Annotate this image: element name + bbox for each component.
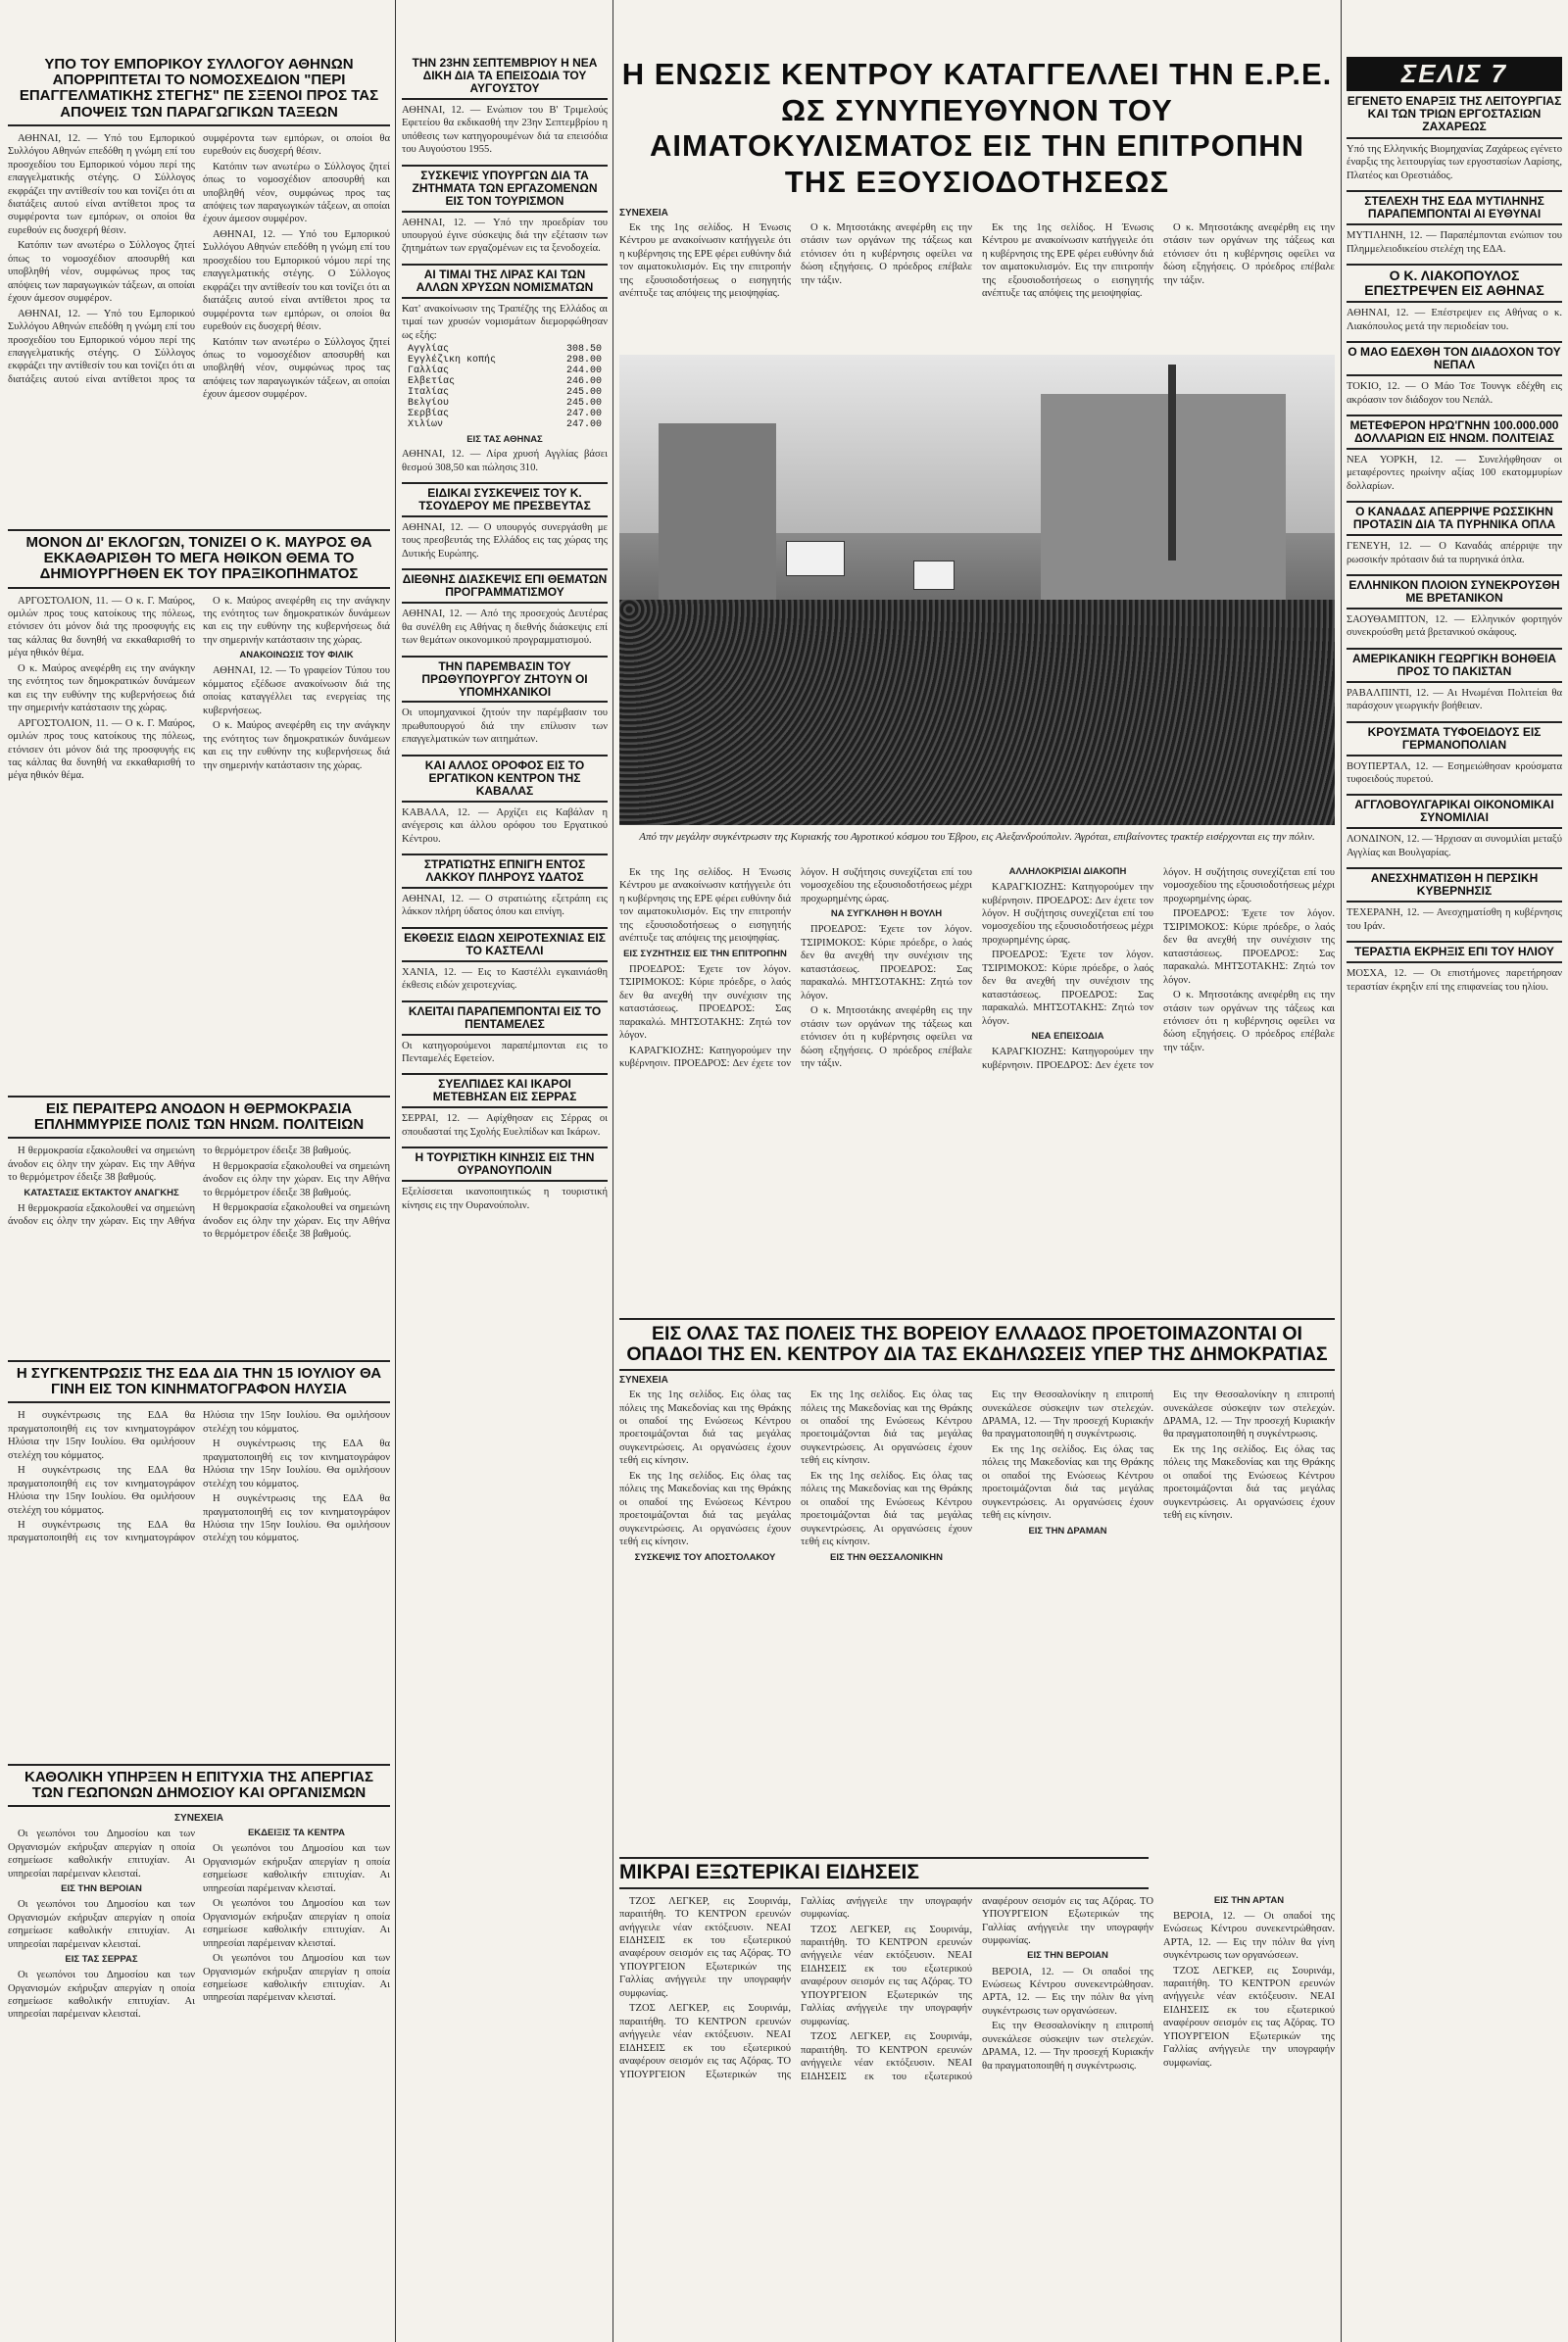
paragraph: ΤΟΚΙΟ, 12. — Ο Μάο Τσε Τουνγκ εδέχθη εις ακρόασιν τον διάδοχον του Νεπάλ. [1347,381,1562,406]
paragraph: ΑΡΓΟΣΤΟΛΙΟΝ, 11. — Ο κ. Γ. Μαύρος, ομιλών προς τους κατοίκους της πόλεως, ετόνισεν ότι μόνον διά της προσφυγής εις τας κάλπας θα δυνηθή να εκκαθαρισθή το μέγα ηθικόν θέμα. [8,595,195,659]
col2-headline-12: Η ΤΟΥΡΙΣΤΙΚΗ ΚΙΝΗΣΙΣ ΕΙΣ ΤΗΝ ΟΥΡΑΝΟΥΠΟΛΙΝ [402,1147,608,1182]
column-rule [612,0,613,2342]
main-story-2-columns [619,1389,1335,1810]
paragraph: Ο κ. Μαύρος ανεφέρθη εις την ανάγκην της ενότητος των δημοκρατικών δυνάμεων και εις την ευθύνην της κυβερνήσεως διά την σημερινήν κατάστασιν της χώρας. [203,720,390,771]
paragraph: Οι γεωπόνοι του Δημοσίου και των Οργανισμών εκήρυξαν απεργίαν η οποία εσημείωσε καθολικήν επιτυχίαν. Αι υπηρεσίαι παρέμειναν κλεισταί. [8,1899,195,1950]
photo-building [1041,394,1286,619]
col5-stack [1347,57,1562,2335]
paragraph: Κατόπιν των ανωτέρω ο Σύλλογος ζητεί όπως το νομοσχέδιον αποσυρθή και υποβληθή νέον, συμφώνως προς τας απόψεις των παραγωγικών τάξεων, αι οποίαι έχουν άμεσον συμφέρον. [203,161,390,225]
rate-row [408,376,602,387]
col2-headline-3: ΑΙ ΤΙΜΑΙ ΤΗΣ ΛΙΡΑΣ ΚΑΙ ΤΩΝ ΑΛΛΩΝ ΧΡΥΣΩΝ ΝΟΜΙΣΜΑΤΩΝ [402,264,608,299]
paragraph: Εκ της 1ης σελίδος. Εις όλας τας πόλεις της Μακεδονίας και της Θράκης οι οπαδοί της Ενώσεως Κέντρου προετοιμάζονται διά τας μεγάλας συγκεντρώσεις. Αι οργανώσεις έχουν τεθή εις κίνησιν. [801,1470,972,1548]
col5-headline-5: ΜΕΤΕΦΕΡΟΝ ΗΡΩ'ΓΝΗΝ 100.000.000 ΔΟΛΛΑΡΙΩΝ ΕΙΣ ΗΝΩΜ. ΠΟΛΙΤΕΙΑΣ [1347,415,1562,450]
paragraph: Εκ της 1ης σελίδος. Η Ένωσις Κέντρου με ανακοίνωσιν κατήγγειλε ότι η κυβέρνησις της ΕΡΕ φέρει ευθύνην διά τον αιματοκυλισμόν. Εις την επιτροπήν της εξουσιοδοτήσεως ο εισηγητής ανέπτυξε τας απόψεις της μειοψηφίας. [982,222,1153,300]
col2-headline-10: ΚΛΕΙΤΑΙ ΠΑΡΑΠΕΜΠΟΝΤΑΙ ΕΙΣ ΤΟ ΠΕΝΤΑΜΕΛΕΣ [402,1000,608,1036]
subheading: ΣΥΣΚΕΨΙΣ ΤΟΥ ΑΠΟΣΤΟΛΑΚΟΥ [634,1551,776,1563]
paragraph: Η θερμοκρασία εξακολουθεί να σημειώνη άνοδον εις όλην την χώραν. Εις την Αθήνα το θερμόμετρον έδειξε 38 βαθμούς. [8,1146,352,1228]
main-kicker: ΣΥΝΕΧΕΙΑ [619,208,668,219]
col1-article-2 [8,529,390,882]
col1-kicker: ΣΥΝΕΧΕΙΑ [174,1813,223,1825]
rate-row [408,387,602,398]
col1-article-3 [8,1096,390,1350]
paragraph: ΠΡΟΕΔΡΟΣ: Έχετε τον λόγον. ΤΣΙΡΙΜΟΚΟΣ: Κύριε πρόεδρε, ο λαός δεν θα ανεχθή την συνέχισιν της καταστάσεως. ΠΡΟΕΔΡΟΣ: Σας παρακαλώ. ΜΗΤΣΟΤΑΚΗΣ: Ζητώ τον λόγον. [619,963,791,1042]
col1-headline-1: ΥΠΟ ΤΟΥ ΕΜΠΟΡΙΚΟΥ ΣΥΛΛΟΓΟΥ ΑΘΗΝΩΝ ΑΠΟΡΡΙΠΤΕΤΑΙ ΤΟ ΝΟΜΟΣΧΕΔΙΟΝ "ΠΕΡΙ ΕΠΑΓΓΕΛΜΑΤΙΚΗΣ ΣΤΕΓΗΣ" ΠΕ ΣΞΕΝΟΙ ΠΡΟΣ ΤΑΣ ΑΠΟΨΕΙΣ ΤΩΝ ΠΑΡΑΓΩΓΙΚΩΝ ΤΑΞΕΩΝ [8,57,390,126]
rate-value: 298.00 [565,355,602,366]
main-kicker-2: ΣΥΝΕΧΕΙΑ [619,1375,668,1387]
paragraph: ΣΑΟΥΘΑΜΠΤΟΝ, 12. — Ελληνικόν φορτηγόν συνεκρούσθη μετά βρετανικού σκάφους. [1347,613,1562,639]
subheading: ΑΛΛΗΛΟΚΡΙΣΙΑΙ ΔΙΑΚΟΠΗ [1008,866,1127,877]
col1-headline-3: ΕΙΣ ΠΕΡΑΙΤΕΡΩ ΑΝΟΔΟΝ Η ΘΕΡΜΟΚΡΑΣΙΑ ΕΠΛΗΜΜΥΡΙΣΕ ΠΟΛΙΣ ΤΩΝ ΗΝΩΜ. ΠΟΛΙΤΕΙΩΝ [8,1096,390,1139]
subheading: ΕΙΣ ΤΑΣ ΣΕΡΡΑΣ [65,1954,138,1966]
paragraph: ΚΑΒΑΛΑ, 12. — Αρχίζει εις Καβάλαν η ανέγερσις και άλλου ορόφου του Εργατικού Κέντρου. [402,806,608,845]
paragraph: Η θερμοκρασία εξακολουθεί να σημειώνη άνοδον εις όλην την χώραν. Εις την Αθήνα το θερμόμετρον έδειξε 38 βαθμούς. [203,1202,390,1241]
col2-headline-9: ΕΚΘΕΣΙΣ ΕΙΔΩΝ ΧΕΙΡΟΤΕΧΝΙΑΣ ΕΙΣ ΤΟ ΚΑΣΤΕΛΛΙ [402,927,608,962]
photo-placard [913,561,955,590]
photo-crane [1168,365,1176,561]
paragraph: Ο κ. Μητσοτάκης ανεφέρθη εις την στάσιν των οργάνων της τάξεως και ετόνισεν ότι η κυβέρνησις οφείλει να δώση εξηγήσεις. Ο πρόεδρος επέβαλε την τάξιν. [1163,222,1335,286]
paragraph: Η θερμοκρασία εξακολουθεί να σημειώνη άνοδον εις όλην την χώραν. Εις την Αθήνα το θερμόμετρον έδειξε 38 βαθμούς. [8,1146,195,1184]
col1-headline-5: ΚΑΘΟΛΙΚΗ ΥΠΗΡΞΕΝ Η ΕΠΙΤΥΧΙΑ ΤΗΣ ΑΠΕΡΓΙΑΣ ΤΩΝ ΓΕΩΠΟΝΩΝ ΔΗΜΟΣΙΟΥ ΚΑΙ ΟΡΓΑΝΙΣΜΩΝ [8,1764,390,1807]
paragraph: ΑΘΗΝΑΙ, 12. — Ενώπιον του Β' Τριμελούς Εφετείου θα εκδικασθή την 23ην Σεπτεμβρίου η υπόθεσις των κατηγορουμένων διά τα επεισόδια του Αυγούστου 1955. [402,104,608,156]
paragraph: ΑΡΓΟΣΤΟΛΙΟΝ, 11. — Ο κ. Γ. Μαύρος, ομιλών προς τους κατοίκους της πόλεως, ετόνισεν ότι μόνον διά της προσφυγής εις τας κάλπας θα δυνηθή να εκκαθαρισθή το μέγα ηθικόν θέμα. [8,717,195,782]
paragraph: Κατόπιν των ανωτέρω ο Σύλλογος ζητεί όπως το νομοσχέδιον αποσυρθή και υποβληθή νέον, συμφώνως προς τας απόψεις των παραγωγικών τάξεων, αι οποίαι έχουν άμεσον συμφέρον. [8,240,195,305]
rate-name: Ελβετίας [408,376,456,388]
paragraph: Εις την Θεσσαλονίκην η επιτροπή συνεκάλεσε σύσκεψιν των στελεχών. ΔΡΑΜΑ, 12. — Την προσεχή Κυριακήν θα πραγματοποιηθή η συγκέντρωσις. [982,1390,1153,1440]
col2-stack [402,57,608,2335]
subheading: ΕΚΔΕΙΞΙΣ ΤΑ ΚΕΝΤΡΑ [247,1828,346,1839]
subheading: ΕΙΣ ΤΗΝ ΒΕΡΟΙΑΝ [1027,1950,1108,1962]
col1-body-3 [8,1145,390,1331]
col1-body-1 [8,132,390,517]
paragraph: Οι γεωπόνοι του Δημοσίου και των Οργανισμών εκήρυξαν απεργίαν η οποία εσημείωσε καθολικήν επιτυχίαν. Αι υπηρεσίαι παρέμειναν κλεισταί. [203,1953,390,2004]
paragraph: Εις την Θεσσαλονίκην η επιτροπή συνεκάλεσε σύσκεψιν των στελεχών. ΔΡΑΜΑ, 12. — Την προσεχή Κυριακήν θα πραγματοποιηθή η συγκέντρωσις. [982,2021,1153,2072]
col5-headline-9: ΚΡΟΥΣΜΑΤΑ ΤΥΦΟΕΙΔΟΥΣ ΕΙΣ ΓΕΡΜΑΝΟΠΟΛΙΑΝ [1347,721,1562,756]
paragraph: ΝΕΑ ΥΟΡΚΗ, 12. — Συνελήφθησαν οι μεταφέροντες ηρωίνην αξίας 100 εκατομμυρίων δολλαρίων. [1347,454,1562,492]
col5-headline-8: ΑΜΕΡΙΚΑΝΙΚΗ ΓΕΩΡΓΙΚΗ ΒΟΗΘΕΙΑ ΠΡΟΣ ΤΟ ΠΑΚΙΣΤΑΝ [1347,648,1562,683]
paragraph: ΠΡΟΕΔΡΟΣ: Έχετε τον λόγον. ΤΣΙΡΙΜΟΚΟΣ: Κύριε πρόεδρε, ο λαός δεν θα ανεχθή την συνέχισιν της καταστάσεως. ΠΡΟΕΔΡΟΣ: Σας παρακαλώ. ΜΗΤΣΟΤΑΚΗΣ: Ζητώ τον λόγον. [1163,908,1335,986]
col1-headline-4: Η ΣΥΓΚΕΝΤΡΩΣΙΣ ΤΗΣ ΕΔΑ ΔΙΑ ΤΗΝ 15 ΙΟΥΛΙΟΥ ΘΑ ΓΙΝΗ ΕΙΣ ΤΟΝ ΚΙΝΗΜΑΤΟΓΡΑΦΟΝ ΗΛΥΣΙΑ [8,1360,390,1403]
col1-article-5 [8,1764,390,2332]
paragraph: ΤΖΟΣ ΛΕΓΚΕΡ, εις Σουρινάμ, παραιτήθη. ΤΟ ΚΕΝΤΡΟΝ ερευνών ανήγγειλε νέαν εκτόξευσιν. ΝΕΑΙ ΕΙΔΗΣΕΙΣ εκ του εξωτερικού αναφέρουν σεισμόν εις τας Αζόρας. ΤΟ ΥΠΟΥΡΓΕΙΟΝ Εξωτερικών της Γαλλίας ανήγγειλε την υπογραφήν συμφωνίας. [619,1895,972,2080]
main-story-upper [619,208,1335,1315]
paragraph: Εκ της 1ης σελίδος. Εις όλας τας πόλεις της Μακεδονίας και της Θράκης οι οπαδοί της Ενώσεως Κέντρου προετοιμάζονται διά τας μεγάλας συγκεντρώσεις. Αι οργανώσεις έχουν τεθή εις κίνησιν. [619,1390,791,1467]
paragraph: Ο κ. Μητσοτάκης ανεφέρθη εις την στάσιν των οργάνων της τάξεως και ετόνισεν ότι η κυβέρνησις οφείλει να δώση εξηγήσεις. Ο πρόεδρος επέβαλε την τάξιν. [801,1005,972,1069]
col2-headline-7: ΚΑΙ ΑΛΛΟΣ ΟΡΟΦΟΣ ΕΙΣ ΤΟ ΕΡΓΑΤΙΚΟΝ ΚΕΝΤΡΟΝ ΤΗΣ ΚΑΒΑΛΑΣ [402,755,608,803]
gold-rates-table [408,344,602,430]
rate-row [408,366,602,376]
main-headline: Η ΕΝΩΣΙΣ ΚΕΝΤΡΟΥ ΚΑΤΑΓΓΕΛΛΕΙ ΤΗΝ Ε.Ρ.Ε. ΩΣ ΣΥΝΥΠΕΥΘΥΝΟΝ ΤΟΥ ΑΙΜΑΤΟΚΥΛΙΣΜΑΤΟΣ ΕΙΣ ΤΗΝ ΕΠΙΤΡΟΠΗΝ ΤΗΣ ΕΞΟΥΣΙΟΔΟΤΗΣΕΩΣ [621,57,1333,199]
paragraph: Η συγκέντρωσις της ΕΔΑ θα πραγματοποιηθή εις τον κινηματογράφον Ηλύσια την 15ην Ιουλίου. Θα ομιλήσουν στελέχη του κόμματος. [8,1465,195,1516]
subheading: ΝΕΑ ΕΠΕΙΣΟΔΙΑ [1031,1031,1104,1043]
paragraph: ΑΘΗΝΑΙ, 12. — Υπό του Εμπορικού Συλλόγου Αθηνών επεδόθη η γνώμη επί του προσχεδίου του Εμπορικού νόμου περί της επαγγελματικής στέγης. Ο Σύλλογος εκφράζει την αντίθεσίν του και τονίζει ότι αι διατάξεις αυτού είναι αντίθετοι προς τα συμφέροντα των εμπόρων, οι οποίοι θα ευρεθούν εις δυσχερή θέσιν. [203,228,390,333]
paragraph: Οι γεωπόνοι του Δημοσίου και των Οργανισμών εκήρυξαν απεργίαν η οποία εσημείωσε καθολικήν επιτυχίαν. Αι υπηρεσίαι παρέμειναν κλεισταί. [203,1898,390,1949]
column-rule [395,0,396,2342]
paragraph: ΜΟΣΧΑ, 12. — Οι επιστήμονες παρετήρησαν τεραστίαν έκρηξιν επί της επιφανείας του ηλίου. [1347,968,1562,993]
paragraph: Εξελίσσεται ικανοποιητικώς η τουριστική κίνησις εις την Ουρανούπολιν. [402,1187,608,1211]
col2-headline-11: ΣΥΕΛΠΙΔΕΣ ΚΑΙ ΙΚΑΡΟΙ ΜΕΤΕΒΗΣΑΝ ΕΙΣ ΣΕΡΡΑΣ [402,1073,608,1108]
rate-value: 245.00 [565,398,602,410]
paragraph: ΒΕΡΟΙΑ, 12. — Οι οπαδοί της Ενώσεως Κέντρου συνεκεντρώθησαν. ΑΡΤΑ, 12. — Εις την πόλιν θα γίνη συγκέντρωσις των οργανώσεων. [1163,1910,1335,1962]
col2-headline-5: ΔΙΕΘΝΗΣ ΔΙΑΣΚΕΨΙΣ ΕΠΙ ΘΕΜΑΤΩΝ ΠΡΟΓΡΑΜΜΑΤΙΣΜΟΥ [402,568,608,604]
foreign-news-headline: ΜΙΚΡΑΙ ΕΞΩΤΕΡΙΚΑΙ ΕΙΔΗΣΕΙΣ [619,1857,1149,1889]
paragraph: Η θερμοκρασία εξακολουθεί να σημειώνη άνοδον εις όλην την χώραν. Εις την Αθήνα το θερμόμετρον έδειξε 38 βαθμούς. [203,1160,390,1198]
col5-headline-1: ΕΓΕΝΕΤΟ ΕΝΑΡΞΙΣ ΤΗΣ ΛΕΙΤΟΥΡΓΙΑΣ ΚΑΙ ΤΩΝ ΤΡΙΩΝ ΕΡΓΟΣΤΑΣΙΩΝ ΖΑΧΑΡΕΩΣ [1347,91,1562,139]
rate-value: 247.00 [565,409,602,420]
paragraph: ΚΑΡΑΓΚΙΟΖΗΣ: Κατηγορούμεν την κυβέρνησιν. ΠΡΟΕΔΡΟΣ: Δεν έχετε τον λόγον. Η συζήτησις συνεχίζεται επί του νομοσχεδίου της εξουσιοδοτήσεως μέχρι προχωρημένης ώρας. [982,867,1335,1071]
paragraph: ΒΟΥΠΕΡΤΑΛ, 12. — Εσημειώθησαν κρούσματα τυφοειδούς πυρετού. [1347,760,1562,786]
paragraph: Εκ της 1ης σελίδος. Η Ένωσις Κέντρου με ανακοίνωσιν κατήγγειλε ότι η κυβέρνησις της ΕΡΕ φέρει ευθύνην διά τον αιματοκυλισμόν. Εις την επιτροπήν της εξουσιοδοτήσεως ο εισηγητής ανέπτυξε τας απόψεις της μειοψηφίας. [619,867,791,945]
photo-placard [786,541,845,576]
col5-headline-11: ΑΝΕΣΧΗΜΑΤΙΣΘΗ Η ΠΕΡΣΙΚΗ ΚΥΒΕΡΝΗΣΙΣ [1347,867,1562,903]
col1-body-5 [8,1828,390,2318]
rate-name: Χιλίων [408,419,444,431]
rate-value: 308.50 [565,344,602,356]
col2-headline-4: ΕΙΔΙΚΑΙ ΣΥΣΚΕΨΕΙΣ ΤΟΥ Κ. ΤΣΟΥΔΕΡΟΥ ΜΕ ΠΡΕΣΒΕΥΤΑΣ [402,482,608,517]
paragraph: Οι υπομηχανικοί ζητούν την παρέμβασιν του πρωθυπουργού διά την επίλυσιν των επαγγελματικών των αιτημάτων. [402,707,608,746]
rate-row [408,355,602,366]
paragraph: Η συγκέντρωσις της ΕΔΑ θα πραγματοποιηθή εις τον κινηματογράφον Ηλύσια την 15ην Ιουλίου. Θα ομιλήσουν στελέχη του κόμματος. [203,1493,390,1544]
main-headline-block [619,57,1335,204]
col2-headline-2: ΣΥΣΚΕΨΙΣ ΥΠΟΥΡΓΩΝ ΔΙΑ ΤΑ ΖΗΤΗΜΑΤΑ ΤΩΝ ΕΡΓΑΖΟΜΕΝΩΝ ΕΙΣ ΤΟΝ ΤΟΥΡΙΣΜΟΝ [402,165,608,213]
col5-headline-4: Ο ΜΑΟ ΕΔΕΧΘΗ ΤΟΝ ΔΙΑΔΟΧΟΝ ΤΟΥ ΝΕΠΑΛ [1347,341,1562,376]
subheading: ΕΙΣ ΤΗΝ ΔΡΑΜΑΝ [1028,1525,1107,1537]
paragraph: Κατόπιν των ανωτέρω ο Σύλλογος ζητεί όπως το νομοσχέδιον αποσυρθή και υποβληθή νέον, συμφώνως προς τας απόψεις των παραγωγικών τάξεων, αι οποίαι έχουν άμεσον συμφέρον. [203,336,390,401]
paragraph: Οι κατηγορούμενοι παραπέμπονται εις το Πενταμελές Εφετείον. [402,1040,608,1065]
rate-row [408,419,602,430]
paragraph: ΛΟΝΔΙΝΟΝ, 12. — Ήρχισαν αι συνομιλίαι μεταξύ Αγγλίας και Βουλγαρίας. [1347,834,1562,858]
subheading: ΚΑΤΑΣΤΑΣΙΣ ΕΚΤΑΚΤΟΥ ΑΝΑΓΚΗΣ [24,1187,179,1198]
col1-body-2 [8,595,390,850]
rate-name: Αγγλίας [408,344,450,356]
paragraph: Ο κ. Μητσοτάκης ανεφέρθη εις την στάσιν των οργάνων της τάξεως και ετόνισεν ότι η κυβέρνησις οφείλει να δώση εξηγήσεις. Ο πρόεδρος επέβαλε την τάξιν. [801,222,972,286]
paragraph: Η συγκέντρωσις της ΕΔΑ θα πραγματοποιηθή εις τον κινηματογράφον Ηλύσια την 15ην Ιουλίου. Θα ομιλήσουν στελέχη του κόμματος. [8,1410,195,1461]
rate-row [408,409,602,419]
column-rule [1341,0,1342,2342]
photo-building [659,423,776,619]
paragraph: ΡΑΒΑΛΠΙΝΤΙ, 12. — Αι Ηνωμέναι Πολιτείαι θα παράσχουν γεωργικήν βοήθειαν. [1347,687,1562,712]
page-number-logo: ΣΕΛΙΣ 7 [1347,57,1562,91]
paragraph: ΚΑΡΑΓΚΙΟΖΗΣ: Κατηγορούμεν την κυβέρνησιν. ΠΡΟΕΔΡΟΣ: Δεν έχετε τον λόγον. Η συζήτησις συνεχίζεται επί του νομοσχεδίου της εξουσιοδοτήσεως μέχρι προχωρημένης ώρας. [982,882,1153,946]
paragraph: ΓΕΝΕΥΗ, 12. — Ο Καναδάς απέρριψε την ρωσσικήν πρότασιν διά τα πυρηνικά όπλα. [1347,541,1562,565]
rate-name: Γαλλίας [408,366,450,377]
paragraph: ΒΕΡΟΙΑ, 12. — Οι οπαδοί της Ενώσεως Κέντρου συνεκεντρώθησαν. ΑΡΤΑ, 12. — Εις την πόλιν θα γίνη συγκέντρωσις των οργανώσεων. [982,1966,1153,2017]
paragraph: Εκ της 1ης σελίδος. Εις όλας τας πόλεις της Μακεδονίας και της Θράκης οι οπαδοί της Ενώσεως Κέντρου προετοιμάζονται διά τας μεγάλας συγκεντρώσεις. Αι οργανώσεις έχουν τεθή εις κίνησιν. [982,1443,1153,1522]
paragraph: Εις την Θεσσαλονίκην η επιτροπή συνεκάλεσε σύσκεψιν των στελεχών. ΔΡΑΜΑ, 12. — Την προσεχή Κυριακήν θα πραγματοποιηθή η συγκέντρωσις. [1163,1390,1335,1440]
paragraph: ΑΘΗΝΑΙ, 12. — Το γραφείον Τύπου του κόμματος εξέδωσε ανακοίνωσιν διά της οποίας καταγγέλλει τας ενεργείας της κυβερνήσεως. [203,665,390,716]
paragraph: Οι γεωπόνοι του Δημοσίου και των Οργανισμών εκήρυξαν απεργίαν η οποία εσημείωσε καθολικήν επιτυχίαν. Αι υπηρεσίαι παρέμειναν κλεισταί. [8,1970,195,2021]
col1-article-1 [8,57,390,517]
col5-headline-2: ΣΤΕΛΕΧΗ ΤΗΣ ΕΔΑ ΜΥΤΙΛΗΝΗΣ ΠΑΡΑΠΕΜΠΟΝΤΑΙ ΑΙ ΕΥΘΥΝΑΙ [1347,190,1562,225]
paragraph: Ο κ. Μητσοτάκης ανεφέρθη εις την στάσιν των οργάνων της τάξεως και ετόνισεν ότι η κυβέρνησις οφείλει να δώση εξηγήσεις. Ο πρόεδρος επέβαλε την τάξιν. [1163,990,1335,1053]
paragraph: ΑΘΗΝΑΙ, 12. — Υπό την προεδρίαν του υπουργού έγινε σύσκεψις διά την εξέτασιν των ζητημάτων των εργαζομένων εις τα ξενοδοχεία. [402,217,608,255]
paragraph: Η συγκέντρωσις της ΕΔΑ θα πραγματοποιηθή εις τον κινηματογράφον Ηλύσια την 15ην Ιουλίου. Θα ομιλήσουν στελέχη του κόμματος. [8,1410,390,1544]
subheading: ΑΝΑΚΟΙΝΩΣΙΣ ΤΟΥ ΦΙΛΙΚ [239,650,354,661]
rate-value: 245.00 [565,387,602,399]
subheading: ΕΙΣ ΤΗΝ ΒΕΡΟΙΑΝ [61,1883,142,1895]
main-story-3 [619,1857,1335,2335]
subheading: ΕΙΣ ΤΗΝ ΑΡΤΑΝ [1213,1894,1285,1906]
paragraph: Ο κ. Μαύρος ανεφέρθη εις την ανάγκην της ενότητος των δημοκρατικών δυνάμεων και εις την ευθύνην της κυβερνήσεως διά την σημερινήν κατάστασιν της χώρας. [203,595,390,646]
col1-body-4 [8,1409,390,1615]
photo-crowd [619,600,1335,825]
paragraph: Εκ της 1ης σελίδος. Εις όλας τας πόλεις της Μακεδονίας και της Θράκης οι οπαδοί της Ενώσεως Κέντρου προετοιμάζονται διά τας μεγάλας συγκεντρώσεις. Αι οργανώσεις έχουν τεθή εις κίνησιν. [619,1470,791,1548]
col2-headline-1: ΤΗΝ 23ΗΝ ΣΕΠΤΕΜΒΡΙΟΥ Η ΝΕΑ ΔΙΚΗ ΔΙΑ ΤΑ ΕΠΕΙΣΟΔΙΑ ΤΟΥ ΑΥΓΟΥΣΤΟΥ [402,57,608,100]
paragraph: Οι γεωπόνοι του Δημοσίου και των Οργανισμών εκήρυξαν απεργίαν η οποία εσημείωσε καθολικήν επιτυχίαν. Αι υπηρεσίαι παρέμειναν κλεισταί. [8,1829,195,1879]
subheading: ΕΙΣ ΣΥΖΗΤΗΣΙΣ ΕΙΣ ΤΗΝ ΕΠΙΤΡΟΠΗΝ [623,948,787,959]
photo-caption: Από την μεγάλην συγκέντρωσιν της Κυριακής του Αγροτικού κόσμου του Έβρου, εις Αλεξανδρούπολιν. Άγρόται, επιβαίνοντες τρακτέρ εισέρχονται εις την πόλιν. [639,831,1315,843]
paragraph: ΑΘΗΝΑΙ, 12. — Λίρα χρυσή Αγγλίας βάσει θεσμού 308,50 και πώλησις 310. [402,449,608,473]
col5-headline-7: ΕΛΛΗΝΙΚΟΝ ΠΛΟΙΟΝ ΣΥΝΕΚΡΟΥΣΘΗ ΜΕ ΒΡΕΤΑΝΙΚΟΝ [1347,574,1562,610]
rate-name: Ιταλίας [408,387,450,399]
crowd-photo [619,355,1335,825]
paragraph: ΑΘΗΝΑΙ, 12. — Υπό του Εμπορικού Συλλόγου Αθηνών επεδόθη η γνώμη επί του προσχεδίου του Εμπορικού νόμου περί της επαγγελματικής στέγης. Ο Σύλλογος εκφράζει την αντίθεσίν του και τονίζει ότι αι διατάξεις αυτού είναι αντίθετοι προς τα συμφέροντα των εμπόρων, οι οποίοι θα ευρεθούν εις δυσχερή θέσιν. [8,132,390,385]
main-headline-2: ΕΙΣ ΟΛΑΣ ΤΑΣ ΠΟΛΕΙΣ ΤΗΣ ΒΟΡΕΙΟΥ ΕΛΛΑΔΟΣ ΠΡΟΕΤΟΙΜΑΖΟΝΤΑΙ ΟΙ ΟΠΑΔΟΙ ΤΗΣ ΕΝ. ΚΕΝΤΡΟΥ ΔΙΑ ΤΑΣ ΕΚΔΗΛΩΣΕΙΣ ΥΠΕΡ ΤΗΣ ΔΗΜΟΚΡΑΤΙΑΣ [619,1318,1335,1371]
subheading: ΝΑ ΣΥΓΚΛΗΘΗ Η ΒΟΥΛΗ [830,908,943,920]
main-story-2 [619,1318,1335,1852]
paragraph: Οι γεωπόνοι του Δημοσίου και των Οργανισμών εκήρυξαν απεργίαν η οποία εσημείωσε καθολικήν επιτυχίαν. Αι υπηρεσίαι παρέμειναν κλεισταί. [203,1843,390,1894]
paragraph: Εκ της 1ης σελίδος. Η Ένωσις Κέντρου με ανακοίνωσιν κατήγγειλε ότι η κυβέρνησις της ΕΡΕ φέρει ευθύνην διά τον αιματοκυλισμόν. Εις την επιτροπήν της εξουσιοδοτήσεως ο εισηγητής ανέπτυξε τας απόψεις της μειοψηφίας. [619,222,791,300]
rate-value: 247.00 [565,419,602,431]
paragraph: ΚΑΡΑΓΚΙΟΖΗΣ: Κατηγορούμεν την κυβέρνησιν. ΠΡΟΕΔΡΟΣ: Δεν έχετε τον λόγον. Η συζήτησις συνεχίζεται επί του νομοσχεδίου της εξουσιοδοτήσεως μέχρι προχωρημένης ώρας. [619,867,972,1069]
rate-value: 246.00 [565,376,602,388]
main-lower-columns [619,866,1335,1307]
paragraph: ΣΕΡΡΑΙ, 12. — Αφίχθησαν εις Σέρρας οι σπουδασταί της Σχολής Ευελπίδων και Ικάρων. [402,1113,608,1138]
paragraph: Κατ' ανακοίνωσιν της Τραπέζης της Ελλάδος αι τιμαί των χρυσών νομισμάτων διεμορφώθησαν ως εξής: [402,303,608,341]
paragraph: ΑΘΗΝΑΙ, 12. — Υπό του Εμπορικού Συλλόγου Αθηνών επεδόθη η γνώμη επί του προσχεδίου του Εμπορικού νόμου περί της επαγγελματικής στέγης. Ο Σύλλογος εκφράζει την αντίθεσίν του και τονίζει ότι αι διατάξεις αυτού είναι αντίθετοι προς τα συμφέροντα των εμπόρων, οι οποίοι θα ευρεθούν εις δυσχερή θέσιν. [8,132,195,236]
paragraph: ΑΘΗΝΑΙ, 12. — Από της προσεχούς Δευτέρας θα συνέλθη εις Αθήνας η διεθνής διάσκεψις επί των θεμάτων οικονομικού προγραμματισμού. [402,609,608,647]
paragraph: ΧΑΝΙΑ, 12. — Εις το Καστέλλι εγκαινιάσθη έκθεσις ειδών χειροτεχνίας. [402,966,608,992]
foreign-news-columns [619,1895,1335,2326]
col5-headline-3: Ο Κ. ΛΙΑΚΟΠΟΥΛΟΣ ΕΠΕΣΤΡΕΨΕΝ ΕΙΣ ΑΘΗΝΑΣ [1347,264,1562,303]
paragraph: ΠΡΟΕΔΡΟΣ: Έχετε τον λόγον. ΤΣΙΡΙΜΟΚΟΣ: Κύριε πρόεδρε, ο λαός δεν θα ανεχθή την συνέχισιν της καταστάσεως. ΠΡΟΕΔΡΟΣ: Σας παρακαλώ. ΜΗΤΣΟΤΑΚΗΣ: Ζητώ τον λόγον. [801,924,972,1001]
paragraph: Υπό της Ελληνικής Βιομηχανίας Ζαχάρεως εγένετο έναρξις της λειτουργίας των εργοστασίων Λαρίσης, Πλατέος και Ορεστιάδος. [1347,143,1562,181]
paragraph: ΤΖΟΣ ΛΕΓΚΕΡ, εις Σουρινάμ, παραιτήθη. ΤΟ ΚΕΝΤΡΟΝ ερευνών ανήγγειλε νέαν εκτόξευσιν. ΝΕΑΙ ΕΙΔΗΣΕΙΣ εκ του εξωτερικού αναφέρουν σεισμόν εις τας Αζόρας. ΤΟ ΥΠΟΥΡΓΕΙΟΝ Εξωτερικών της Γαλλίας ανήγγειλε την υπογραφήν συμφωνίας. [801,1924,972,2027]
col1-headline-2: ΜΟΝΟΝ ΔΙ' ΕΚΛΟΓΩΝ, ΤΟΝΙΖΕΙ Ο Κ. ΜΑΥΡΟΣ ΘΑ ΕΚΚΑΘΑΡΙΣΘΗ ΤΟ ΜΕΓΑ ΗΘΙΚΟΝ ΘΕΜΑ ΤΟ ΔΗΜΙΟΥΡΓΗΘΕΝ ΕΚ ΤΟΥ ΠΡΑΞΙΚΟΠΗΜΑΤΟΣ [8,529,390,589]
rate-row [408,398,602,409]
paragraph: ΑΘΗΝΑΙ, 12. — Επέστρεψεν εις Αθήνας ο κ. Λιακόπουλος μετά την περιοδείαν του. [1347,308,1562,332]
rate-row [408,344,602,355]
col5-headline-12: ΤΕΡΑΣΤΙΑ ΕΚΡΗΞΙΣ ΕΠΙ ΤΟΥ ΗΛΙΟΥ [1347,941,1562,963]
paragraph: ΑΘΗΝΑΙ, 12. — Ο στρατιώτης εξετράπη εις λάκκον πλήρη ύδατος όπου και επνίγη. [402,893,608,918]
paragraph: ΜΥΤΙΛΗΝΗ, 12. — Παραπέμπονται ενώπιον του Πλημμελειοδικείου στελέχη της ΕΔΑ. [1347,230,1562,255]
paragraph: Εκ της 1ης σελίδος. Εις όλας τας πόλεις της Μακεδονίας και της Θράκης οι οπαδοί της Ενώσεως Κέντρου προετοιμάζονται διά τας μεγάλας συγκεντρώσεις. Αι οργανώσεις έχουν τεθή εις κίνησιν. [801,1390,972,1467]
paragraph: ΤΖΟΣ ΛΕΓΚΕΡ, εις Σουρινάμ, παραιτήθη. ΤΟ ΚΕΝΤΡΟΝ ερευνών ανήγγειλε νέαν εκτόξευσιν. ΝΕΑΙ ΕΙΔΗΣΕΙΣ εκ του εξωτερικού αναφέρουν σεισμόν εις τας Αζόρας. ΤΟ ΥΠΟΥΡΓΕΙΟΝ Εξωτερικών της Γαλλίας ανήγγειλε την υπογραφήν συμφωνίας. [619,1895,791,1999]
paragraph: Ο κ. Μαύρος ανεφέρθη εις την ανάγκην της ενότητος των δημοκρατικών δυνάμεων και εις την ευθύνην της κυβερνήσεως διά την σημερινήν κατάστασιν της χώρας. [8,662,195,714]
rate-name: Σερβίας [408,409,450,420]
rate-name: Βελγίου [408,398,450,410]
paragraph: Η συγκέντρωσις της ΕΔΑ θα πραγματοποιηθή εις τον κινηματογράφον Ηλύσια την 15ην Ιουλίου. Θα ομιλήσουν στελέχη του κόμματος. [203,1439,390,1489]
col1-article-4 [8,1360,390,1635]
paragraph: ΑΘΗΝΑΙ, 12. — Ο υπουργός συνεργάσθη με τους πρεσβευτάς της Ελλάδος εις τας χώρας της Δυτικής Ευρώπης. [402,521,608,560]
subheading: ΕΙΣ ΤΗΝ ΘΕΣΣΑΛΟΝΙΚΗΝ [829,1551,944,1563]
main-intro-columns [619,221,1335,354]
paragraph: ΤΖΟΣ ΛΕΓΚΕΡ, εις Σουρινάμ, παραιτήθη. ΤΟ ΚΕΝΤΡΟΝ ερευνών ανήγγειλε νέαν εκτόξευσιν. ΝΕΑΙ ΕΙΔΗΣΕΙΣ εκ του εξωτερικού αναφέρουν σεισμόν εις τας Αζόρας. ΤΟ ΥΠΟΥΡΓΕΙΟΝ Εξωτερικών της Γαλλίας ανήγγειλε την υπογραφήν συμφωνίας. [801,1895,1153,2082]
rate-name: Εγγλέζικη κοπής [408,355,497,366]
paragraph: ΠΡΟΕΔΡΟΣ: Έχετε τον λόγον. ΤΣΙΡΙΜΟΚΟΣ: Κύριε πρόεδρε, ο λαός δεν θα ανεχθή την συνέχισιν της καταστάσεως. ΠΡΟΕΔΡΟΣ: Σας παρακαλώ. ΜΗΤΣΟΤΑΚΗΣ: Ζητώ τον λόγον. [982,950,1153,1027]
paragraph: Εκ της 1ης σελίδος. Εις όλας τας πόλεις της Μακεδονίας και της Θράκης οι οπαδοί της Ενώσεως Κέντρου προετοιμάζονται διά τας μεγάλας συγκεντρώσεις. Αι οργανώσεις έχουν τεθή εις κίνησιν. [1163,1443,1335,1522]
col2-headline-8: ΣΤΡΑΤΙΩΤΗΣ ΕΠΝΙΓΗ ΕΝΤΟΣ ΛΑΚΚΟΥ ΠΛΗΡΟΥΣ ΥΔΑΤΟΣ [402,854,608,889]
col5-headline-6: Ο ΚΑΝΑΔΑΣ ΑΠΕΡΡΙΨΕ ΡΩΣΣΙΚΗΝ ΠΡΟΤΑΣΙΝ ΔΙΑ ΤΑ ΠΥΡΗΝΙΚΑ ΟΠΛΑ [1347,501,1562,536]
rate-value: 244.00 [565,366,602,377]
paragraph: ΤΖΟΣ ΛΕΓΚΕΡ, εις Σουρινάμ, παραιτήθη. ΤΟ ΚΕΝΤΡΟΝ ερευνών ανήγγειλε νέαν εκτόξευσιν. ΝΕΑΙ ΕΙΔΗΣΕΙΣ εκ του εξωτερικού αναφέρουν σεισμόν εις τας Αζόρας. ΤΟ ΥΠΟΥΡΓΕΙΟΝ Εξωτερικών της Γαλλίας ανήγγειλε την υπογραφήν συμφωνίας. [1163,1965,1335,2069]
subheading: ΕΙΣ ΤΑΣ ΑΘΗΝΑΣ [466,434,543,446]
paragraph: ΤΕΧΕΡΑΝΗ, 12. — Ανεσχηματίσθη η κυβέρνησις του Ιράν. [1347,907,1562,932]
col5-headline-10: ΑΓΓΛΟΒΟΥΛΓΑΡΙΚΑΙ ΟΙΚΟΝΟΜΙΚΑΙ ΣΥΝΟΜΙΛΙΑΙ [1347,794,1562,829]
col2-headline-6: ΤΗΝ ΠΑΡΕΜΒΑΣΙΝ ΤΟΥ ΠΡΩΘΥΠΟΥΡΓΟΥ ΖΗΤΟΥΝ ΟΙ ΥΠΟΜΗΧΑΝΙΚΟΙ [402,656,608,704]
